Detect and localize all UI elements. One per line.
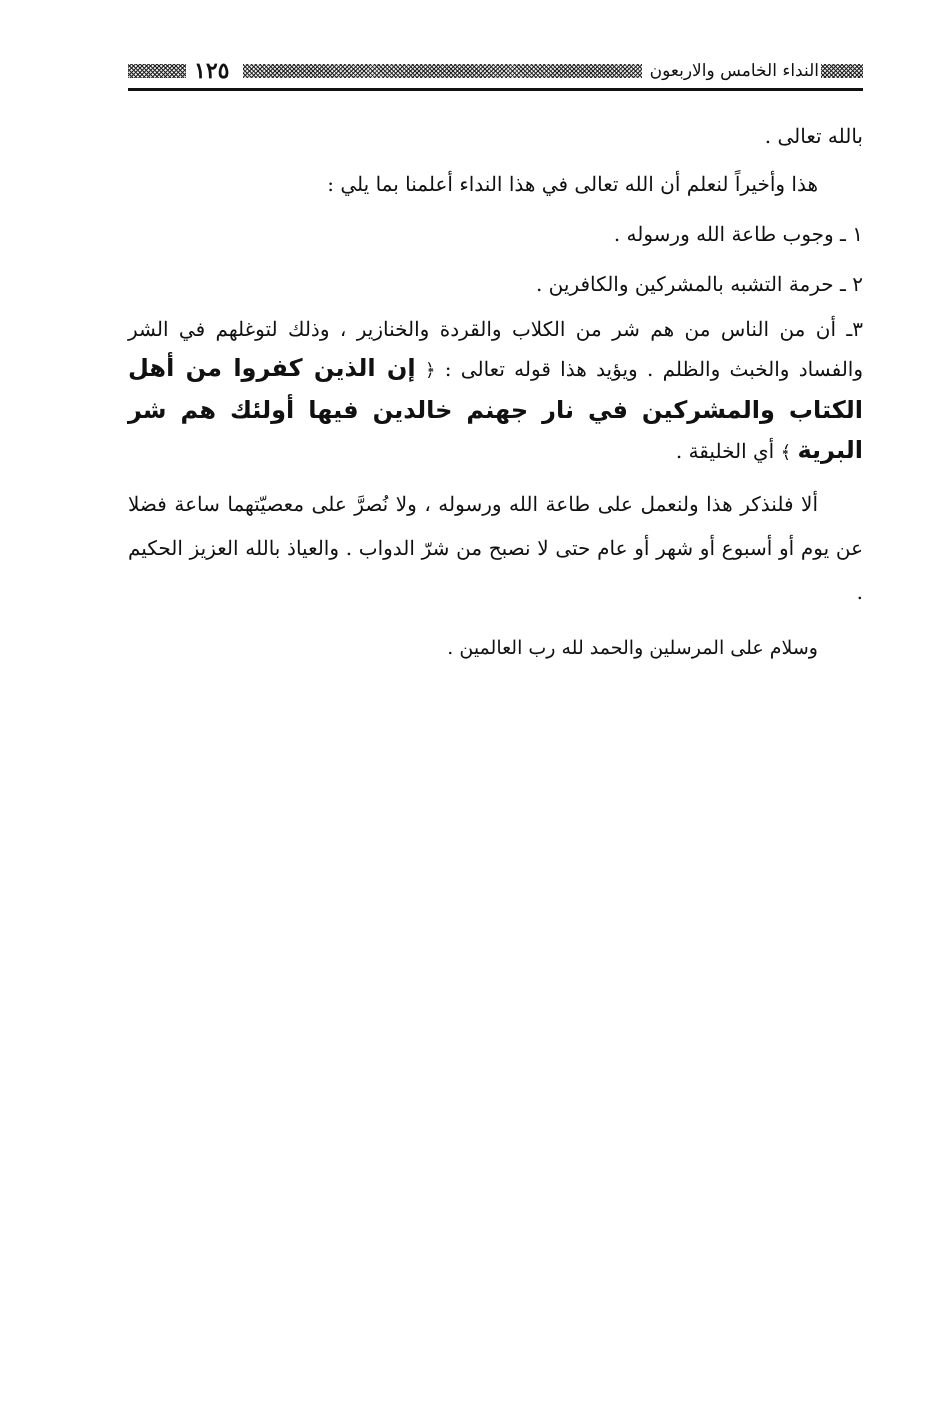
- header-ornament-left: [128, 64, 186, 78]
- header-ornament-right: [821, 64, 863, 78]
- header-rule: [128, 88, 863, 91]
- chapter-title: النداء الخامس والاربعون: [649, 61, 819, 81]
- closing-line: وسلام على المرسلين والحمد لله رب العالمين .: [447, 637, 818, 659]
- quran-open-bracket: ﴿: [424, 360, 436, 381]
- running-header: [128, 58, 863, 84]
- item3-gloss: أي الخليقة .: [675, 439, 775, 463]
- quran-verse: إن الذين كفروا من أهل الكتاب والمشركين في نار جهنم خالدين فيها أولئك هم شر البرية: [128, 354, 863, 464]
- list-item-1: ١ ـ وجوب طاعة الله ورسوله .: [613, 222, 863, 246]
- list-item-2: ٢ ـ حرمة التشبه بالمشركين والكافرين .: [535, 272, 863, 296]
- intro-paragraph: هذا وأخيراً لنعلم أن الله تعالى في هذا النداء أعلمنا بما يلي :: [327, 172, 818, 196]
- continuation-line: بالله تعالى .: [764, 124, 863, 148]
- list-item-3: [128, 310, 863, 472]
- quran-close-bracket: ﴾: [780, 442, 792, 463]
- page-number: ١٢٥: [194, 58, 230, 84]
- page-body: [128, 116, 863, 668]
- exhortation-paragraph: ألا فلنذكر هذا ولنعمل على طاعة الله ورسوله ، ولا نُصرَّ على معصيّتهما ساعة فضلا عن يوم أو أسبوع أو شهر أو عام حتى لا نصبح من شرّ الدواب . والعياذ بالله العزيز الحكيم .: [128, 492, 863, 604]
- item3-text: ٣ـ أن من الناس من هم شر من الكلاب والقردة والخنازير ، وذلك لتوغلهم في الشر والفساد والخبث والظلم . ويؤيد هذا قوله تعالى :: [128, 317, 864, 381]
- header-ornament-middle: [243, 64, 641, 78]
